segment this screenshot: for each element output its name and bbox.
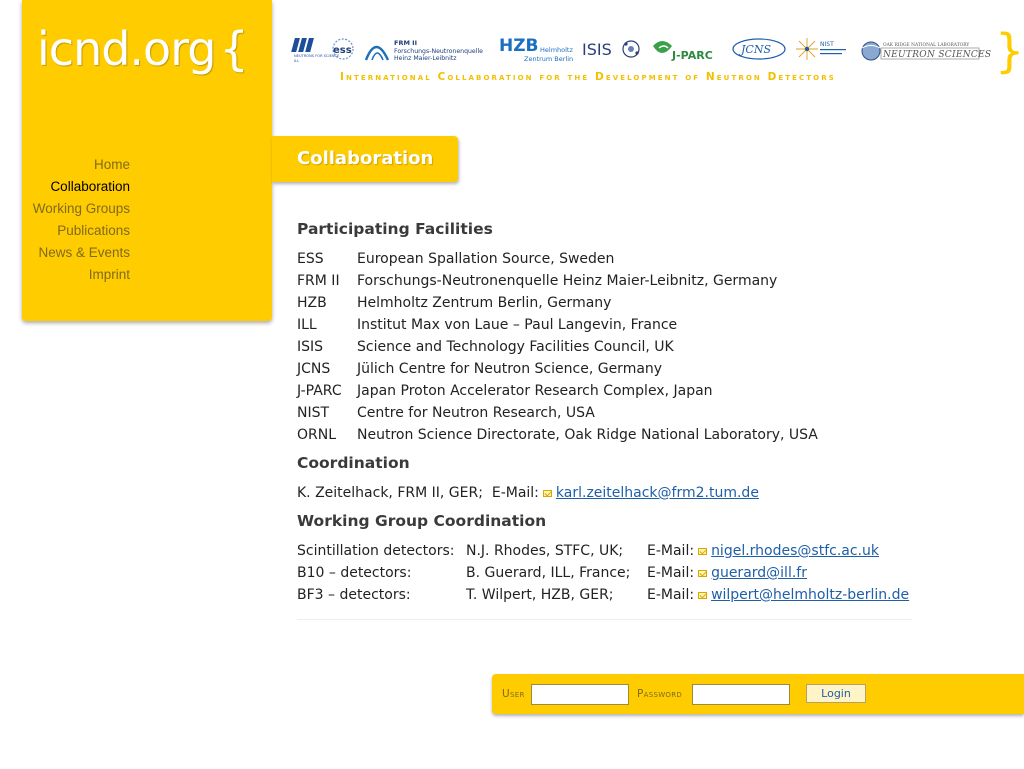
hzb-logo-text: HZB	[499, 36, 539, 56]
main-content	[297, 218, 997, 606]
wg-row	[297, 562, 997, 584]
facility-abbr: ORNL	[297, 427, 337, 443]
facility-name: Centre for Neutron Research, USA	[357, 405, 595, 421]
facility-row	[297, 424, 997, 446]
facility-name: Forschungs-Neutronenquelle Heinz Maier-Leibnitz, Germany	[357, 273, 778, 289]
frm2-logo-line3: Heinz Maier-Leibnitz	[394, 55, 457, 62]
facility-abbr: FRM II	[297, 273, 340, 289]
password-input[interactable]	[692, 684, 790, 705]
wg-row	[297, 540, 997, 562]
facility-abbr: HZB	[297, 295, 327, 311]
mail-icon	[698, 592, 707, 599]
ornl-logo[interactable]	[859, 34, 992, 64]
close-brace: }	[995, 24, 1024, 78]
wg-email-link[interactable]: wilpert@helmholtz-berlin.de	[711, 587, 910, 603]
mail-icon	[698, 548, 707, 555]
facility-abbr: ESS	[297, 251, 324, 267]
ill-logo[interactable]	[293, 34, 340, 64]
wg-type: B10 – detectors:	[297, 565, 412, 581]
coordination-line	[297, 482, 997, 504]
facility-abbr: ISIS	[297, 339, 324, 355]
hzb-logo-line2: Zentrum Berlin	[524, 55, 574, 63]
facility-name: European Spallation Source, Sweden	[357, 251, 615, 267]
site-title-text[interactable]: icnd.org	[37, 22, 216, 76]
facility-row	[297, 336, 997, 358]
email-label: E-Mail:	[647, 587, 695, 603]
facility-name: Jülich Centre for Neutron Science, Germany	[357, 361, 663, 377]
facility-abbr: ILL	[297, 317, 317, 333]
coordinator-email-link[interactable]: karl.zeitelhack@frm2.tum.de	[555, 485, 759, 501]
jcns-logo-text: JCNS	[741, 43, 771, 56]
site-tagline: International Collaboration for the Development of Neutron Detectors	[340, 71, 836, 83]
nav-item-home[interactable]: Home	[93, 157, 130, 172]
facility-abbr: NIST	[297, 405, 330, 421]
facility-abbr: JCNS	[297, 361, 331, 377]
nav-item-working-groups[interactable]: Working Groups	[32, 201, 130, 216]
ornl-logo-line1: OAK RIDGE NATIONAL LABORATORY	[883, 43, 970, 48]
wg-person: N.J. Rhodes, STFC, UK;	[466, 543, 624, 559]
sidebar-panel	[22, 0, 272, 321]
wg-row	[297, 584, 997, 606]
facility-row	[297, 248, 997, 270]
mail-icon	[698, 570, 707, 577]
facility-name: Institut Max von Laue – Paul Langevin, France	[357, 317, 678, 333]
facility-name: Helmholtz Zentrum Berlin, Germany	[357, 295, 612, 311]
ill-logo-text: NEUTRONS FOR SCIENCE	[294, 54, 340, 58]
wg-person: B. Guerard, ILL, France;	[466, 565, 631, 581]
facilities-heading: Participating Facilities	[297, 220, 493, 238]
facility-row	[297, 358, 997, 380]
nist-logo-text: NIST	[820, 41, 834, 48]
jcns-logo[interactable]	[731, 34, 789, 64]
isis-logo-text: ISIS	[582, 40, 612, 59]
facility-abbr: J-PARC	[297, 383, 342, 399]
nav-item-collaboration[interactable]: Collaboration	[50, 179, 130, 194]
facility-row	[297, 292, 997, 314]
facility-row	[297, 314, 997, 336]
frm2-logo-title: FRM II	[394, 39, 418, 47]
jparc-logo-text: J-PARC	[672, 49, 713, 62]
mail-icon	[543, 490, 552, 497]
wg-person: T. Wilpert, HZB, GER;	[466, 587, 614, 603]
wg-type: Scintillation detectors:	[297, 543, 455, 559]
main-nav	[33, 154, 130, 286]
wg-coordination-heading: Working Group Coordination	[297, 512, 547, 530]
ess-logo[interactable]	[330, 34, 356, 64]
facilities-list	[297, 248, 997, 446]
content-divider	[297, 619, 912, 620]
facility-name: Science and Technology Facilities Council, UK	[357, 339, 674, 355]
login-form	[492, 674, 1024, 714]
nav-item-publications[interactable]: Publications	[57, 223, 130, 238]
ornl-logo-line2: NEUTRON SCIENCES	[883, 50, 992, 60]
frm2-logo[interactable]	[364, 34, 492, 64]
nist-logo[interactable]	[795, 34, 849, 64]
facility-row	[297, 380, 997, 402]
facility-name: Japan Proton Accelerator Research Complex, Japan	[357, 383, 713, 399]
coordination-heading: Coordination	[297, 454, 410, 472]
page-title: Collaboration	[297, 148, 434, 169]
hzb-logo[interactable]	[498, 34, 576, 64]
frm2-logo-line2: Forschungs-Neutronenquelle	[394, 48, 483, 55]
hzb-logo-line1: Helmholtz	[540, 46, 573, 54]
facility-row	[297, 270, 997, 292]
user-label: User	[502, 688, 525, 700]
email-label: E-Mail:	[647, 543, 695, 559]
coordinator-name: K. Zeitelhack, FRM II, GER;	[297, 485, 483, 501]
nav-item-news-events[interactable]: News & Events	[38, 245, 130, 260]
ill-logo-name: ILL	[294, 59, 300, 63]
email-label: E-Mail:	[647, 565, 695, 581]
email-label: E-Mail:	[491, 485, 539, 501]
page-heading-tab	[272, 136, 458, 182]
wg-email-link[interactable]: nigel.rhodes@stfc.ac.uk	[711, 543, 879, 559]
isis-logo[interactable]	[582, 34, 642, 64]
password-label: Password	[637, 688, 683, 700]
wg-email-link[interactable]: guerard@ill.fr	[711, 565, 807, 581]
facility-row	[297, 402, 997, 424]
open-brace: {	[219, 22, 248, 76]
facility-name: Neutron Science Directorate, Oak Ridge National Laboratory, USA	[357, 427, 818, 443]
wg-type: BF3 – detectors:	[297, 587, 411, 603]
ess-logo-text: ess	[333, 45, 352, 56]
site-title[interactable]	[37, 22, 248, 76]
nav-item-imprint[interactable]: Imprint	[88, 267, 130, 282]
wg-coordination-list	[297, 540, 997, 606]
login-button[interactable]: Login	[806, 684, 866, 703]
user-input[interactable]	[531, 684, 629, 705]
partner-logos	[293, 34, 992, 66]
jparc-logo[interactable]	[650, 34, 722, 64]
